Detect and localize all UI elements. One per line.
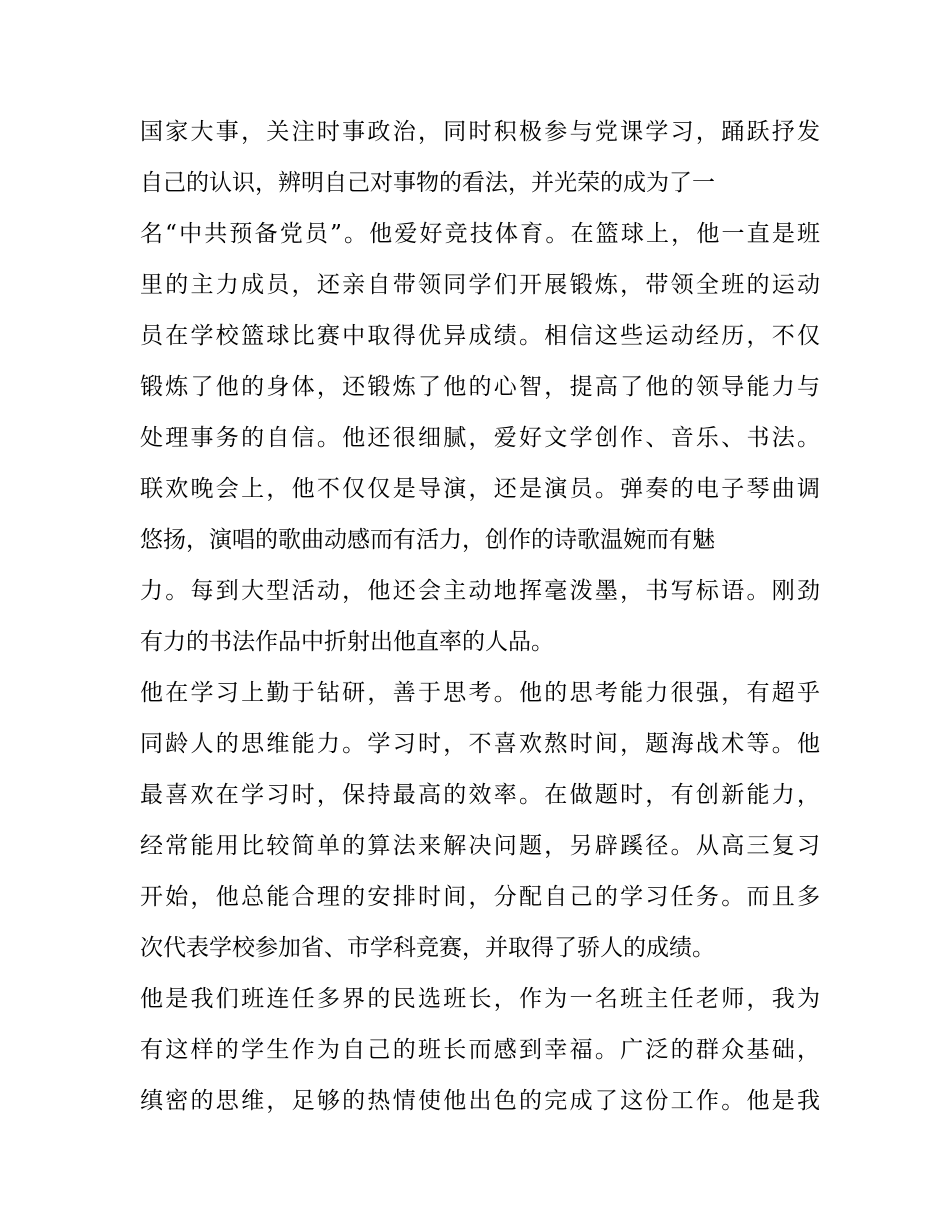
text-line: 锻炼了他的身体，还锻炼了他的心智，提高了他的领导能力与 bbox=[140, 374, 820, 400]
text-line: 他在学习上勤于钻研，善于思考。他的思考能力很强，有超乎 bbox=[140, 680, 820, 706]
text-line: 他是我们班连任多界的民选班长，作为一名班主任老师，我为 bbox=[140, 986, 820, 1012]
text-line: 经常能用比较简单的算法来解决问题，另辟蹊径。从高三复习 bbox=[140, 833, 820, 859]
text-line: 国家大事，关注时事政治，同时积极参与党课学习，踊跃抒发 bbox=[140, 119, 820, 145]
text-line: 名“中共预备党员”。他爱好竞技体育。在篮球上，他一直是班 bbox=[140, 221, 820, 247]
text-line: 自己的认识，辨明自己对事物的看法，并光荣的成为了一 bbox=[140, 170, 715, 196]
text-line: 有力的书法作品中折射出他直率的人品。 bbox=[140, 629, 554, 655]
text-line: 开始，他总能合理的安排时间，分配自己的学习任务。而且多 bbox=[140, 884, 820, 910]
text-line: 有这样的学生作为自己的班长而感到幸福。广泛的群众基础， bbox=[140, 1037, 820, 1063]
text-line: 次代表学校参加省、市学科竞赛，并取得了骄人的成绩。 bbox=[140, 935, 715, 961]
text-line: 悠扬，演唱的歌曲动感而有活力，创作的诗歌温婉而有魅 bbox=[140, 527, 715, 553]
text-line: 联欢晚会上，他不仅仅是导演，还是演员。弹奏的电子琴曲调 bbox=[140, 476, 820, 502]
text-line: 同龄人的思维能力。学习时，不喜欢熬时间，题海战术等。他 bbox=[140, 731, 820, 757]
text-line: 最喜欢在学习时，保持最高的效率。在做题时，有创新能力， bbox=[140, 782, 820, 808]
text-line: 里的主力成员，还亲自带领同学们开展锻炼，带领全班的运动 bbox=[140, 272, 820, 298]
body-text bbox=[140, 107, 820, 1127]
text-line: 力。每到大型活动，他还会主动地挥毫泼墨，书写标语。刚劲 bbox=[140, 578, 820, 604]
text-line: 缜密的思维，足够的热情使他出色的完成了这份工作。他是我 bbox=[140, 1088, 820, 1114]
text-line: 员在学校篮球比赛中取得优异成绩。相信这些运动经历，不仅 bbox=[140, 323, 820, 349]
text-line: 处理事务的自信。他还很细腻，爱好文学创作、音乐、书法。 bbox=[140, 425, 820, 451]
